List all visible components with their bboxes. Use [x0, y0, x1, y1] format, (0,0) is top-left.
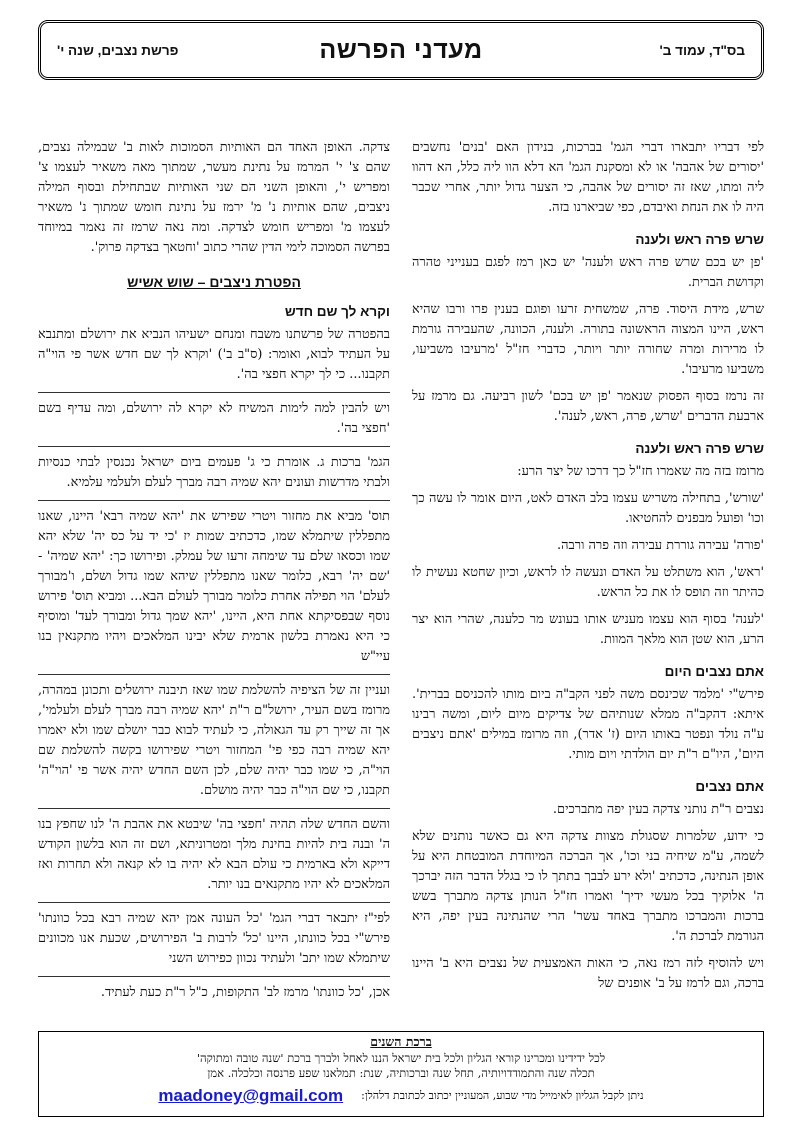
paragraph: פירש"י 'מלמד שכינסם משה לפני הקב"ה ביום מותו להכניסם בברית'. איתא: דהקב"ה ממלא שנותיהם של צדיקים מיום ליום, ומשה רבינו ע"ה נולד ונפטר באותו היום (ז' אדר), וזה מרומז במילים 'אתם ניצבים היום', היו"ם ר"ת יום הולדתי ויום מותי.	[412, 686, 764, 762]
footer-title: ברכת השנים	[370, 1034, 432, 1049]
divider	[38, 446, 390, 447]
divider	[38, 674, 390, 675]
paragraph: 'ראש', הוא משתלט על האדם ונעשה לו לראש, וכיון שחטא נעשית לו כהיתר וזה תופס לו את כל הראש.	[412, 564, 764, 600]
right-column	[412, 138, 764, 991]
paragraph: לפי"ז יתבאר דברי הגמ' 'כל העונה אמן יהא שמיה רבא בכל כוונתו' פירש"י בכל כוונתו, היינו 'כל' לרבות ב' הפירושים, שכעת אנו מכוונים שיתמלא שמו יתב' ולעתיד נכוון כפירוש השני	[38, 910, 390, 966]
section-heading: שרש פרה ראש ולענה	[635, 440, 764, 456]
divider	[38, 808, 390, 809]
footer-box	[38, 1031, 764, 1117]
footer-contact	[49, 1085, 753, 1108]
paragraph: אכן, 'כל כוונתו' מרמז לב' התקופות, כ"ל ר"ת כעת לעתיד.	[100, 984, 390, 1000]
header-page-number: בס"ד, עמוד ב'	[659, 42, 745, 58]
paragraph: בהפטרה של פרשתנו משבח ומנחם ישעיהו הנביא את ירושלם ומתנבא על העתיד לבוא, ואומר: (ס"ב ב') 'וקרא לך שם חדש אשר פי הוי"ה תקבנו... כי לך יקרא חפצי בה'.	[38, 326, 390, 382]
paragraph: 'לענה' בסוף הוא עצמו מעניש אותו בעונש מר כלענה, שהרי הוא יצר הרע, הוא שטן הוא מלאך המוות.	[412, 611, 764, 647]
divider	[38, 902, 390, 903]
page-header	[38, 20, 764, 80]
paragraph: שרש, מידת היסוד. פרה, שמשחית זרעו ופוגם בענין פרו ורבו שהיא ראש, היינו המצוה הראשונה בתורה. ולענה, הכוונה, שהעבירה גורמת לו מרירות ומרה שחורה יותר ויותר, כדברי חז"ל 'מרעיבו משביעו, משביעו מרעיבו'.	[412, 301, 764, 377]
paragraph: נצבים ר"ת נותני צדקה בעין יפה מתברכים.	[552, 801, 764, 817]
footer-blessing-line: תכלה שנה והתמודדויותיה, תחל שנה וברכותיה, שנת: תמלאנו שפע פרנסה וכלכלה. אמן	[207, 1066, 595, 1081]
paragraph: תוס' מביא את מחזור ויטרי שפירש את 'יהא שמיה רבא' היינו, שאנו מתפללין שיתמלא שמו, כדכתיב שמות יז 'כי יד על כס יה' שלא יהא שמו וכסאו שלם עד שימחה זרעו של עמלק. ופירושו כך: 'יהא שמיה' - 'שם יה' רבא, כלומר שאנו מתפללין שיהא שמו גדול ושלם, ו'מבורך לעלם' הוי תפילה אחרת כלומר מבורך לעולם הבא... ומביא תוס' פירוש נוסף שבפסיקתא אחת היא, היינו, 'יהא שמך גדול ומבורך לעד' ומוסיף כי היא נאמרת בלשון ארמית שלא יבינו המלאכים ויהיו מתקנאין בנו עיי"ש	[38, 508, 390, 664]
paragraph: לפי דבריו יתבארו דברי הגמ' בברכות, בנידון האם 'בנים' נחשבים 'יסורים של אהבה' או לא ומסקנת הגמ' הא דלא הוו ליה כלל, הא דהוו ליה ומתו, שאז זה יסורים של אהבה, כי הצער גדול יותר, אחרי שכבר היה לו את הנחת ואיבדם, כפי שביארנו בזה.	[412, 140, 764, 215]
header-parsha: פרשת נצבים, שנה י'	[57, 42, 179, 58]
subscribe-text: ניתן לקבל הגליון לאימייל מדי שבוע, המעוניין יכתוב לכתובת דלהלן:	[361, 1088, 644, 1102]
divider	[38, 392, 390, 393]
section-heading: אתם נצבים	[695, 778, 764, 794]
section-heading: וקרא לך שם חדש	[284, 303, 390, 319]
paragraph: ויש להבין למה לימות המשיח לא יקרא לה ירושלם, ומה עדיף בשם 'חפצי בה'.	[38, 400, 390, 436]
haftara-heading: הפטרת ניצבים – שוש אשיש	[127, 274, 301, 290]
paragraph: 'שורש', בתחילה משריש עצמו בלב האדם לאט, היום אומר לו עשה כך וכו' ופועל מבפנים להחטיאו.	[412, 490, 764, 526]
article-columns	[38, 138, 764, 1000]
paragraph: כי ידוע, שלמרות שסגולת מצוות צדקה היא גם כאשר נותנים שלא לשמה, ע"מ שיחיה בני וכו', אך הברכה המיוחדת המובטחת היא על אופן הנתינה, כדכתיב 'ולא ירע לבבך בתתך לו כי בגלל הדבר הזה יברכך ה' אלוקיך בכל מעשי ידיך' ואמרו חז"ל הנותן צדקה מתברך בשש ברכות והמברכו מתברך באחד עשר' הרי שהנתינה בעין יפה, היא הגורמת לברכת ה'.	[412, 828, 764, 944]
divider	[38, 500, 390, 501]
paragraph: מרומז בזה מה שאמרו חז"ל כך דרכו של יצר הרע:	[517, 463, 764, 479]
paragraph: ויש להוסיף לזה רמז נאה, כי האות האמצעית של נצבים היא ב' היינו ברכה, וגם לרמז על ב' אופנים של	[412, 955, 764, 991]
section-heading: שרש פרה ראש ולענה	[635, 232, 764, 247]
paragraph: הגמ' ברכות ג. אומרת כי ג' פעמים ביום ישראל נכנסין לבתי כנסיות ולבתי מדרשות ועונים יהא שמיה רבה מברך לעלם ולעלמי עלמיא.	[38, 454, 390, 490]
divider	[38, 976, 390, 977]
paragraph: ועניין זה של הציפיה להשלמת שמו שאז תיבנה ירושלים ותכונן במהרה, מרומז בשם העיר, ירושל"ם ר"ת 'יהא שמיה רבה מברך לעלם ולעלמי', אך זה שייך רק עד הגאולה, כי לעתיד לבוא כבר יושלם שמו ולא יאמרו יהא שמיה רבה כפי פי' המחזור ויטרי שפירושו בקשה להשלמת שם הוי"ה, כי שמו כבר יהיה שלם, לכן השם החדש יהיה אשר פי 'הוי"ה' תקבנו, כי שם הוי"ה כבר יהיה מושלם.	[38, 682, 390, 798]
email-link[interactable]: maadoney@gmail.com	[158, 1085, 344, 1105]
paragraph: 'פורה' עבירה גוררת עבירה וזה פרה ורבה.	[557, 537, 764, 553]
section-heading: אתם נצבים היום	[664, 663, 764, 679]
paragraph: 'פן יש בכם שרש פרה ראש ולענה' יש כאן רמז לפגם בענייני טהרה וקדושת הברית.	[412, 254, 764, 290]
left-column	[38, 138, 390, 1000]
footer-blessing-line: לכל ידידינו ומכרינו קוראי הגליון ולכל בית ישראל הננו לאחל ולברך ברכת 'שנה טובה ומתוקה'	[196, 1050, 606, 1065]
paragraph: והשם החדש שלה תהיה 'חפצי בה' שיבטא את אהבת ה' לנו שחפץ בנו ה' ובנה בית להיות בחינת מלך ומטרוניתא, ושם זה הוא בלשון הקודש דייקא ולא בארמית כי עולם הבא לא יהיה בו לא קנאה ולא תחרות ואז המלאכים לא יהיו מתקנאים בנו יותר.	[38, 816, 390, 892]
paragraph: זה נרמז בסוף הפסוק שנאמר 'פן יש בכם' לשון רביעה. גם מרמז על ארבעת הדברים 'שרש, פרה, ראש, לענה'.	[412, 388, 764, 424]
page-title: מעדני הפרשה	[319, 35, 483, 64]
paragraph: צדקה. האופן האחד הם האותיות הסמוכות לאות ב' שבמילה נצבים, שהם צ' י' המרמז על נתינת מעשר, שמתוך מאה משאיר לעצמו צ' ומפריש י', והאופן השני הם שני האותיות שבתחילת ובסוף המילה ניצבים, שהם אותיות נ' מ' ירמז על נתינת חומש שמתוך נ' משאיר לעצמו מ' ומפריש חומש לצדקה. ומה נאה שרמז זה נאמר במיוחד בפרשה הסמוכה לימי הדין שהרי כתוב 'וחטאך בצדקה פרוק'.	[38, 140, 390, 255]
